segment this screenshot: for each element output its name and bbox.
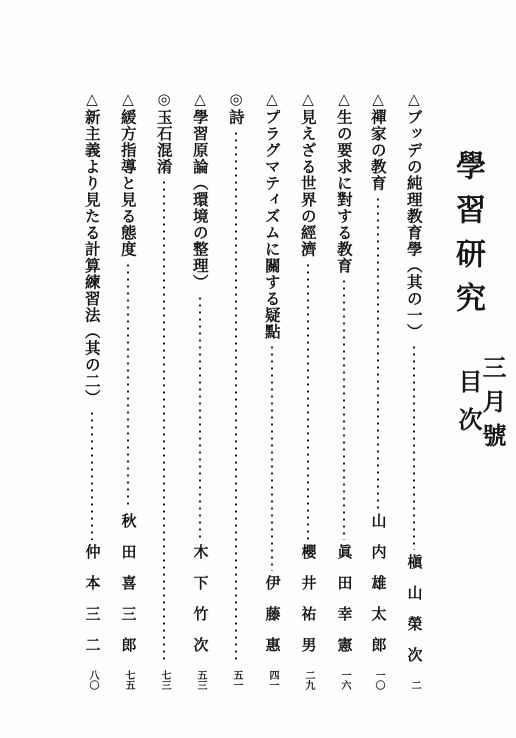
dot-leader [127, 262, 129, 510]
toc-title: 玉石混淆 [154, 109, 174, 175]
dot-leader [377, 196, 379, 510]
toc-entry-3[interactable] [333, 92, 355, 690]
toc-entry-4[interactable] [297, 92, 319, 690]
toc-author: 眞田幸憲 [335, 544, 354, 668]
triangle-mark-icon: △ [122, 90, 134, 108]
toc-page-number: 二九 [303, 670, 314, 690]
triangle-mark-icon: △ [266, 90, 278, 108]
toc-entry-7[interactable] [189, 92, 211, 690]
toc-title: 新主義より見たる計算練習法（其の二） [82, 109, 102, 406]
toc-author: 仲本三二 [83, 544, 102, 668]
toc-entry-5[interactable] [261, 92, 283, 690]
double-circle-mark-icon: ◎ [229, 90, 243, 108]
toc-author: 伊藤惠 [263, 575, 282, 668]
dot-leader [271, 344, 273, 571]
toc-page-number: 五一 [231, 670, 242, 690]
toc-title: 學習原論（環境の整理） [190, 109, 210, 291]
contents-label: 目次 [454, 369, 483, 445]
toc-entry-6[interactable] [225, 92, 247, 690]
toc-entry-2[interactable] [367, 92, 389, 690]
toc-page-number: 五三 [195, 670, 206, 690]
toc-page-number: 一六 [339, 670, 350, 690]
issue-heading [454, 355, 507, 457]
toc-entry-10[interactable] [81, 92, 103, 690]
toc-entry-9[interactable] [117, 92, 139, 690]
toc-page-number: 四一 [267, 670, 278, 690]
toc-title: プラグマティズムに關する疑點 [262, 109, 282, 340]
toc-title: 生の要求に對する教育 [334, 109, 354, 274]
triangle-mark-icon: △ [372, 90, 384, 108]
dot-leader [307, 262, 309, 541]
triangle-mark-icon: △ [408, 90, 420, 108]
toc-title: 緩方指導と見る態度 [118, 109, 138, 258]
issue-month: 三月號 [478, 355, 507, 457]
toc-entry-1[interactable] [403, 92, 425, 690]
toc-author: 櫻井祐男 [299, 544, 318, 668]
dot-leader [163, 179, 165, 664]
toc-author: 山内雄太郎 [369, 513, 388, 668]
triangle-mark-icon: △ [338, 90, 350, 108]
toc-page-number: 七五 [123, 670, 134, 690]
dot-leader [413, 344, 415, 550]
toc-author: 秋田喜三郎 [119, 513, 138, 668]
dot-leader [199, 295, 201, 541]
toc-title: 禪家の教育 [368, 109, 388, 192]
toc-page-number: 一〇 [373, 670, 384, 690]
toc-page-number: 二 [409, 680, 420, 690]
dot-leader [343, 278, 345, 540]
triangle-mark-icon: △ [194, 90, 206, 108]
toc-title: 詩 [226, 109, 246, 126]
toc-author: 槇山榮次 [405, 554, 424, 678]
triangle-mark-icon: △ [86, 90, 98, 108]
triangle-mark-icon: △ [302, 90, 314, 108]
toc-title: ブッデの純理教育學（其の一） [404, 109, 424, 340]
dot-leader [235, 130, 237, 665]
magazine-title: 學習研究 [450, 150, 485, 326]
toc-author: 木下竹次 [191, 544, 210, 668]
double-circle-mark-icon: ◎ [157, 90, 171, 108]
dot-leader [91, 410, 93, 540]
toc-entry-8[interactable] [153, 92, 175, 690]
toc-title: 見えざる世界の經濟 [298, 109, 318, 258]
toc-page-number: 八〇 [87, 670, 98, 690]
toc-page-number: 七三 [159, 670, 170, 690]
